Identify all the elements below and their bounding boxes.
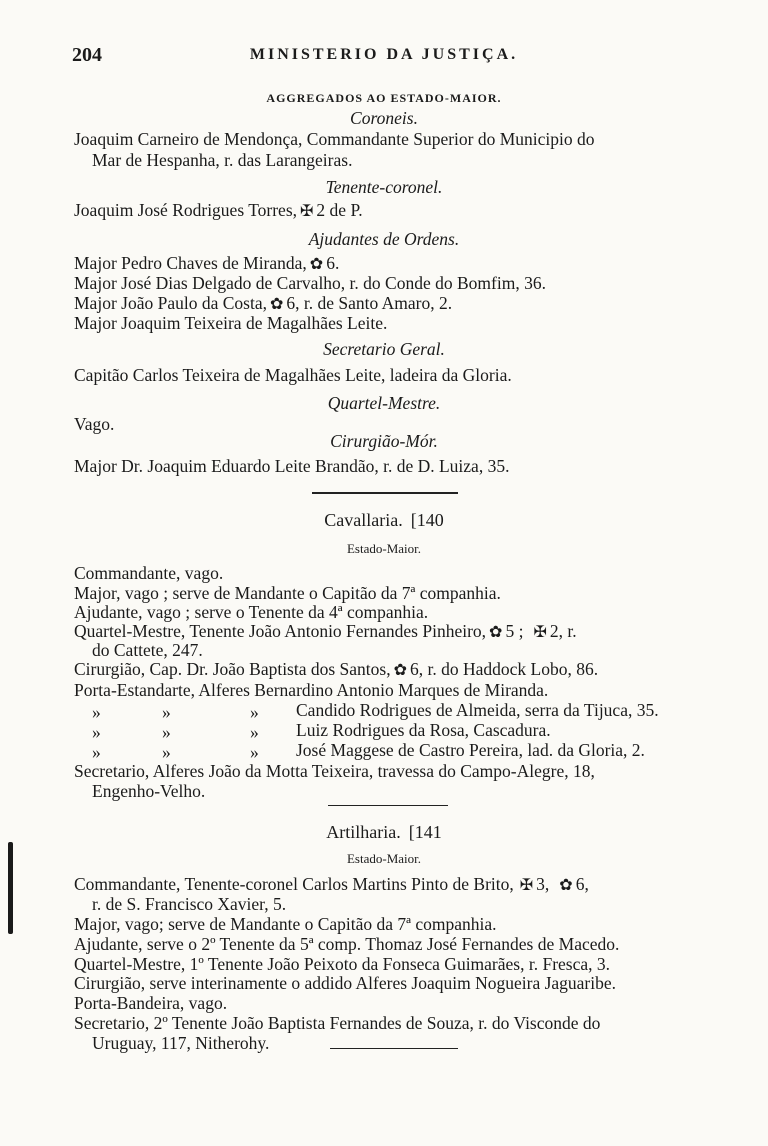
text-segment: Cirurgião, Cap. Dr. João Baptista dos Santos, xyxy=(74,659,391,679)
text-line xyxy=(74,253,704,275)
rose-icon: ✿ xyxy=(559,877,573,894)
rose-icon: ✿ xyxy=(393,662,408,679)
text-line xyxy=(74,200,704,222)
text-segment: Quartel-Mestre, Tenente João Antonio Fernandes Pinheiro, xyxy=(74,621,487,641)
text-line: Major, vago ; serve de Mandante o Capitão da 7ª companhia. xyxy=(74,583,501,603)
text-segment: 2 de P. xyxy=(316,200,363,220)
text-line: Capitão Carlos Teixeira de Magalhães Leite, ladeira da Gloria. xyxy=(74,365,512,385)
ditto-mark: » xyxy=(250,722,259,742)
text-line: Mar de Hespanha, r. das Larangeiras. xyxy=(92,150,353,170)
text-line: Secretario, 2º Tenente João Baptista Fernandes de Souza, r. do Visconde do xyxy=(74,1013,601,1033)
ditto-mark: » xyxy=(162,702,171,722)
text-segment: 5 ; xyxy=(505,621,524,641)
text-line: Ajudante, vago ; serve o Tenente da 4ª companhia. xyxy=(74,602,429,622)
running-title: MINISTERIO DA JUSTIÇA. xyxy=(249,46,519,63)
text-line: Major José Dias Delgado de Carvalho, r. do Conde do Bomfim, 36. xyxy=(74,273,546,293)
section-title: Artilharia. xyxy=(326,822,401,842)
text-segment: Joaquim José Rodrigues Torres, xyxy=(74,200,298,220)
section-heading xyxy=(0,822,768,842)
text-line: Major Dr. Joaquim Eduardo Leite Brandão, r. de D. Luiza, 35. xyxy=(74,456,510,476)
subsection-title: Estado-Maior. xyxy=(346,541,421,556)
text-line: Porta-Estandarte, Alferes Bernardino Antonio Marques de Miranda. xyxy=(74,680,549,700)
text-line: José Maggese de Castro Pereira, lad. da Gloria, 2. xyxy=(296,740,645,760)
text-line: r. de S. Francisco Xavier, 5. xyxy=(92,894,287,914)
text-line: Candido Rodrigues de Almeida, serra da Tijuca, 35. xyxy=(296,700,659,720)
subsection-title: Ajudantes de Ordens. xyxy=(308,229,460,249)
section-heading xyxy=(0,510,768,530)
text-line: Major Joaquim Teixeira de Magalhães Leite. xyxy=(74,313,388,333)
text-segment: 6. xyxy=(326,253,340,273)
cross-icon: ✠ xyxy=(519,877,534,894)
text-line: Porta-Bandeira, vago. xyxy=(74,993,228,1013)
ditto-mark: » xyxy=(92,742,101,762)
text-segment: Commandante, Tenente-coronel Carlos Martins Pinto de Brito, xyxy=(74,874,514,894)
text-segment: 6, r. do Haddock Lobo, 86. xyxy=(410,659,599,679)
text-line: Joaquim Carneiro de Mendonça, Commandante Superior do Municipio do xyxy=(74,129,595,149)
divider-rule xyxy=(328,805,448,806)
text-segment: 6, r. de Santo Amaro, 2. xyxy=(286,293,453,313)
divider-rule xyxy=(312,492,458,494)
rose-icon: ✿ xyxy=(269,296,284,313)
divider-rule xyxy=(330,1048,458,1049)
text-line xyxy=(74,293,704,315)
cross-icon: ✠ xyxy=(533,624,547,641)
subsection-title: Secretario Geral. xyxy=(323,339,445,359)
text-line: Cirurgião, serve interinamente o addido Alferes Joaquim Nogueira Jaguaribe. xyxy=(74,973,617,993)
text-line: Ajudante, serve o 2º Tenente da 5ª comp. Thomaz José Fernandes de Macedo. xyxy=(74,934,620,954)
ditto-mark: » xyxy=(250,742,259,762)
text-segment: 6, xyxy=(575,874,589,894)
page-reference: [141 xyxy=(408,822,442,842)
text-line: Uruguay, 117, Nitherohy. xyxy=(92,1033,270,1053)
cross-icon: ✠ xyxy=(300,203,314,220)
section-title: Cavallaria. xyxy=(324,510,403,530)
text-line: Engenho-Velho. xyxy=(92,781,206,801)
subsection-title: Coroneis. xyxy=(350,108,418,128)
text-line: Vago. xyxy=(74,414,115,434)
page-reference: [140 xyxy=(410,510,444,530)
rose-icon: ✿ xyxy=(309,256,324,273)
text-line: Major, vago; serve de Mandante o Capitão da 7ª companhia. xyxy=(74,914,497,934)
section-heading: AGGREGADOS AO ESTADO-MAIOR. xyxy=(266,91,502,105)
text-line xyxy=(74,874,704,896)
ditto-mark: » xyxy=(92,702,101,722)
text-segment: 2, r. xyxy=(549,621,577,641)
rose-icon: ✿ xyxy=(489,624,503,641)
ditto-mark: » xyxy=(162,722,171,742)
ditto-mark: » xyxy=(250,702,259,722)
page-number: 204 xyxy=(72,44,102,66)
text-line: Quartel-Mestre, 1º Tenente João Peixoto da Fonseca Guimarães, r. Fresca, 3. xyxy=(74,954,611,974)
text-segment: Major João Paulo da Costa, xyxy=(74,293,267,313)
text-line: do Cattete, 247. xyxy=(92,640,203,660)
subsection-title: Quartel-Mestre. xyxy=(327,393,441,413)
ditto-mark: » xyxy=(162,742,171,762)
subsection-title: Cirurgião-Mór. xyxy=(330,431,438,451)
text-line: Commandante, vago. xyxy=(74,563,224,583)
text-segment: 3, xyxy=(536,874,550,894)
text-line xyxy=(74,659,704,681)
text-line: Luiz Rodrigues da Rosa, Cascadura. xyxy=(296,720,551,740)
ink-mark xyxy=(8,842,13,934)
text-segment: Major Pedro Chaves de Miranda, xyxy=(74,253,307,273)
subsection-title: Estado-Maior. xyxy=(346,851,421,866)
subsection-title: Tenente-coronel. xyxy=(325,177,443,197)
ditto-mark: » xyxy=(92,722,101,742)
text-line: Secretario, Alferes João da Motta Teixeira, travessa do Campo-Alegre, 18, xyxy=(74,761,595,781)
